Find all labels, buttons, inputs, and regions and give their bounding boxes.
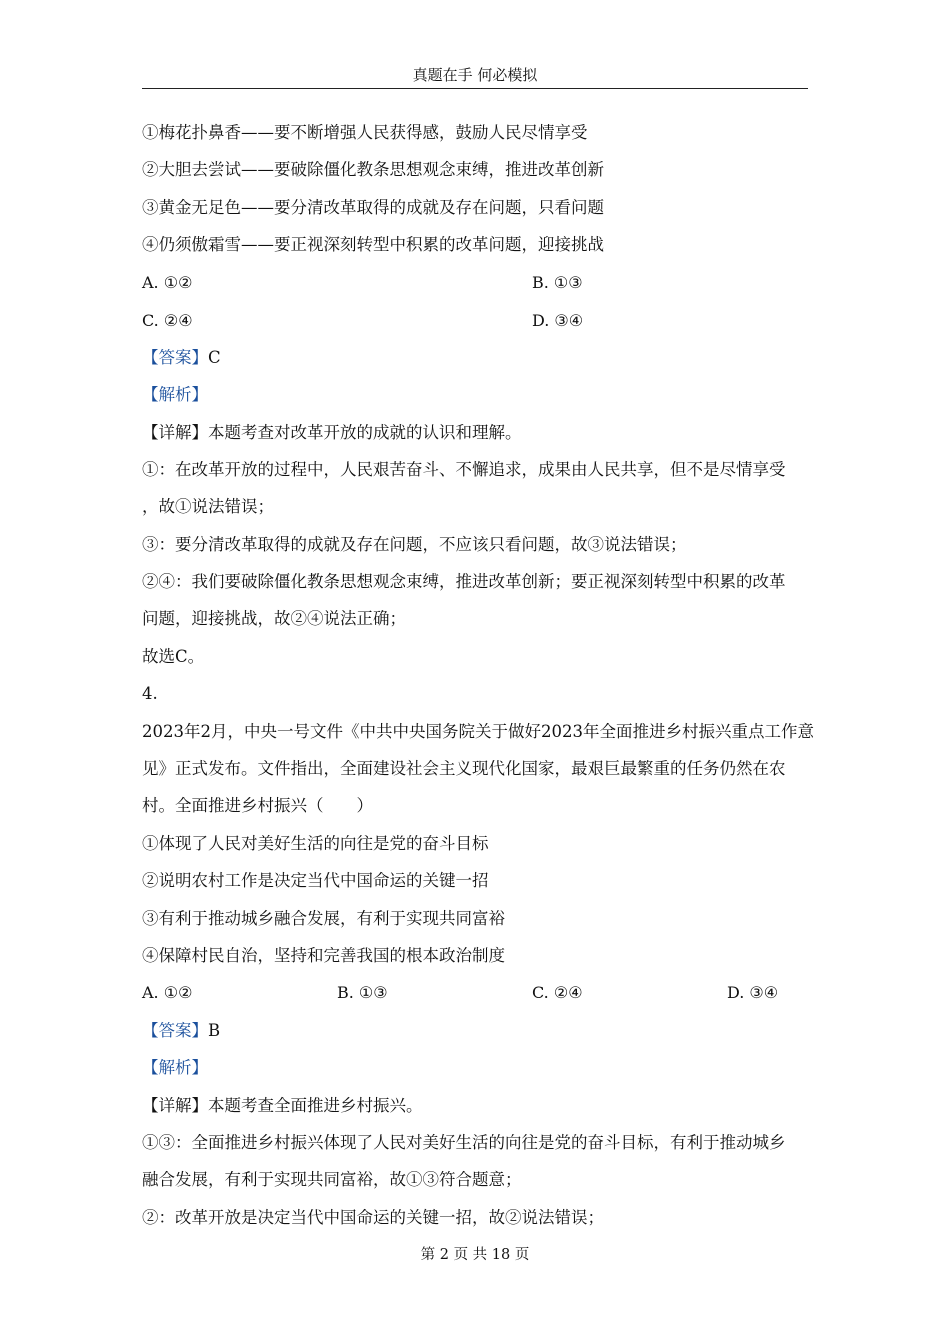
q3-option-b: B. ①③	[532, 273, 583, 292]
q4-stem-2: 见》正式发布。文件指出，全面建设社会主义现代化国家，最艰巨最繁重的任务仍然在农	[142, 759, 786, 778]
q3-explanation-4: ②④：我们要破除僵化教条思想观念束缚，推进改革创新；要正视深刻转型中积累的改革	[142, 572, 786, 591]
q3-explanation-5: 问题，迎接挑战，故②④说法正确；	[142, 609, 406, 628]
answer-tag: 【答案】	[142, 1021, 208, 1040]
q4-statement-3: ③有利于推动城乡融合发展，有利于实现共同富裕	[142, 909, 505, 928]
answer-value: C	[208, 348, 221, 367]
header-divider	[142, 88, 808, 89]
q4-explanation-1: ①③：全面推进乡村振兴体现了人民对美好生活的向往是党的奋斗目标，有利于推动城乡	[142, 1133, 786, 1152]
q4-statement-4: ④保障村民自治，坚持和完善我国的根本政治制度	[142, 946, 505, 965]
q4-option-b: B. ①③	[337, 983, 388, 1002]
q3-statement-4: ④仍须傲霜雪——要正视深刻转型中积累的改革问题，迎接挑战	[142, 235, 604, 254]
detail-intro: 本题考查对改革开放的成就的认识和理解。	[208, 423, 522, 442]
detail-intro: 本题考查全面推进乡村振兴。	[208, 1096, 423, 1115]
answer-tag: 【答案】	[142, 348, 208, 367]
q4-number: 4.	[142, 684, 158, 703]
q3-statement-3: ③黄金无足色——要分清改革取得的成就及存在问题，只看问题	[142, 198, 604, 217]
q4-option-c: C. ②④	[532, 983, 583, 1002]
q4-option-a: A. ①②	[142, 983, 193, 1002]
q4-explanation-3: ②：改革开放是决定当代中国命运的关键一招，故②说法错误；	[142, 1208, 604, 1227]
detail-tag: 【详解】	[142, 1096, 208, 1115]
q3-explanation-1: ①：在改革开放的过程中，人民艰苦奋斗、不懈追求，成果由人民共享，但不是尽情享受	[142, 460, 786, 479]
q3-explanation-2: ，故①说法错误；	[142, 497, 274, 516]
q3-option-d: D. ③④	[532, 311, 584, 330]
q3-statement-1: ①梅花扑鼻香——要不断增强人民获得感，鼓励人民尽情享受	[142, 123, 588, 142]
q4-statement-2: ②说明农村工作是决定当代中国命运的关键一招	[142, 871, 489, 890]
detail-tag: 【详解】	[142, 423, 208, 442]
answer-value: B	[208, 1021, 221, 1040]
q4-explanation-2: 融合发展，有利于实现共同富裕，故①③符合题意；	[142, 1170, 522, 1189]
q4-answer	[142, 1020, 220, 1042]
q4-statement-1: ①体现了人民对美好生活的向往是党的奋斗目标	[142, 834, 489, 853]
q3-analysis-tag: 【解析】	[142, 385, 208, 404]
q3-option-a: A. ①②	[142, 273, 193, 292]
q3-explanation-3: ③：要分清改革取得的成就及存在问题，不应该只看问题，故③说法错误；	[142, 535, 687, 554]
q3-answer	[142, 347, 221, 369]
q4-stem-1: 2023年2月，中央一号文件《中共中央国务院关于做好2023年全面推进乡村振兴重点工作意	[142, 722, 814, 741]
q3-statement-2: ②大胆去尝试——要破除僵化教条思想观念束缚，推进改革创新	[142, 160, 604, 179]
q3-conclusion: 故选C。	[142, 647, 205, 666]
q4-analysis-tag: 【解析】	[142, 1058, 208, 1077]
q4-stem-3: 村。全面推进乡村振兴（ ）	[142, 796, 373, 815]
q3-detail	[142, 422, 522, 444]
q3-option-c: C. ②④	[142, 311, 193, 330]
page-footer: 第 2 页 共 18 页	[420, 1247, 530, 1263]
q4-detail	[142, 1095, 423, 1117]
page-header: 真题在手 何必模拟	[412, 66, 538, 84]
q4-option-d: D. ③④	[727, 983, 779, 1002]
